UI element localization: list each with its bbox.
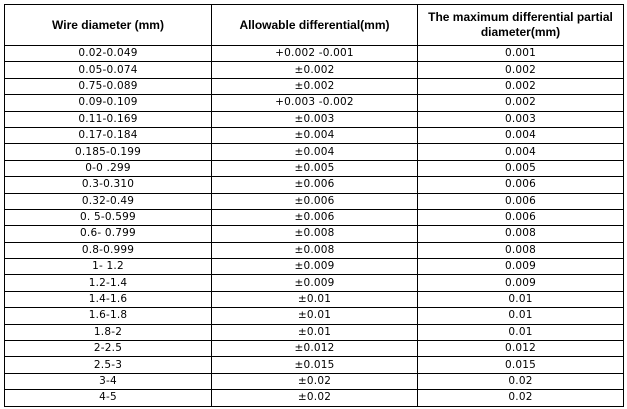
cell-allowable-differential: ±0.006	[212, 177, 418, 193]
cell-max-differential: 0.002	[418, 95, 624, 111]
cell-allowable-differential: ±0.008	[212, 242, 418, 258]
cell-max-differential: 0.004	[418, 127, 624, 143]
table-row	[5, 78, 624, 94]
cell-allowable-differential: +0.002 -0.001	[212, 46, 418, 62]
cell-max-differential: 0.005	[418, 160, 624, 176]
cell-wire-diameter: 1.6-1.8	[5, 308, 212, 324]
cell-allowable-differential: ±0.002	[212, 78, 418, 94]
header-wire-diameter: Wire diameter (mm)	[5, 5, 212, 46]
table-row	[5, 95, 624, 111]
cell-allowable-differential: ±0.006	[212, 209, 418, 225]
cell-allowable-differential: ±0.015	[212, 357, 418, 373]
table-row	[5, 177, 624, 193]
cell-wire-diameter: 4-5	[5, 390, 212, 406]
cell-allowable-differential: ±0.01	[212, 291, 418, 307]
cell-allowable-differential: ±0.002	[212, 62, 418, 78]
cell-allowable-differential: ±0.02	[212, 390, 418, 406]
cell-max-differential: 0.008	[418, 226, 624, 242]
cell-allowable-differential: ±0.01	[212, 308, 418, 324]
cell-max-differential: 0.004	[418, 144, 624, 160]
cell-wire-diameter: 2.5-3	[5, 357, 212, 373]
cell-wire-diameter: 0.11-0.169	[5, 111, 212, 127]
cell-allowable-differential: ±0.01	[212, 324, 418, 340]
header-max-differential-partial-diameter: The maximum differential partial diameter(mm)	[418, 5, 624, 46]
cell-max-differential: 0.002	[418, 62, 624, 78]
cell-allowable-differential: ±0.006	[212, 193, 418, 209]
cell-allowable-differential: ±0.009	[212, 259, 418, 275]
table-row	[5, 390, 624, 406]
cell-max-differential: 0.002	[418, 78, 624, 94]
cell-max-differential: 0.01	[418, 291, 624, 307]
table-row	[5, 160, 624, 176]
table-row	[5, 275, 624, 291]
table-row	[5, 373, 624, 389]
cell-wire-diameter: 0.3-0.310	[5, 177, 212, 193]
cell-max-differential: 0.006	[418, 177, 624, 193]
cell-max-differential: 0.008	[418, 242, 624, 258]
cell-wire-diameter: 0.09-0.109	[5, 95, 212, 111]
cell-wire-diameter: 0.75-0.089	[5, 78, 212, 94]
table-row	[5, 324, 624, 340]
table-row	[5, 62, 624, 78]
cell-allowable-differential: ±0.009	[212, 275, 418, 291]
header-row	[5, 5, 624, 46]
cell-max-differential: 0.006	[418, 193, 624, 209]
cell-wire-diameter: 1.2-1.4	[5, 275, 212, 291]
table-row	[5, 259, 624, 275]
table-row	[5, 193, 624, 209]
cell-wire-diameter: 1.8-2	[5, 324, 212, 340]
cell-allowable-differential: +0.003 -0.002	[212, 95, 418, 111]
cell-max-differential: 0.009	[418, 259, 624, 275]
cell-allowable-differential: ±0.004	[212, 127, 418, 143]
table-row	[5, 127, 624, 143]
table-row	[5, 357, 624, 373]
cell-max-differential: 0.001	[418, 46, 624, 62]
cell-max-differential: 0.003	[418, 111, 624, 127]
table-row	[5, 341, 624, 357]
table-body	[5, 46, 624, 407]
table-row	[5, 242, 624, 258]
cell-wire-diameter: 1.4-1.6	[5, 291, 212, 307]
cell-max-differential: 0.01	[418, 308, 624, 324]
table-row	[5, 308, 624, 324]
cell-allowable-differential: ±0.012	[212, 341, 418, 357]
table-row	[5, 46, 624, 62]
table-container	[4, 4, 624, 407]
table-row	[5, 291, 624, 307]
cell-allowable-differential: ±0.004	[212, 144, 418, 160]
cell-max-differential: 0.009	[418, 275, 624, 291]
cell-wire-diameter: 0.8-0.999	[5, 242, 212, 258]
cell-wire-diameter: 0.17-0.184	[5, 127, 212, 143]
cell-max-differential: 0.012	[418, 341, 624, 357]
cell-wire-diameter: 0-0 .299	[5, 160, 212, 176]
cell-allowable-differential: ±0.02	[212, 373, 418, 389]
cell-max-differential: 0.015	[418, 357, 624, 373]
cell-allowable-differential: ±0.005	[212, 160, 418, 176]
cell-max-differential: 0.02	[418, 390, 624, 406]
cell-wire-diameter: 0.32-0.49	[5, 193, 212, 209]
header-allowable-differential: Allowable differential(mm)	[212, 5, 418, 46]
cell-max-differential: 0.006	[418, 209, 624, 225]
cell-allowable-differential: ±0.008	[212, 226, 418, 242]
cell-wire-diameter: 0.05-0.074	[5, 62, 212, 78]
cell-wire-diameter: 1- 1.2	[5, 259, 212, 275]
cell-max-differential: 0.01	[418, 324, 624, 340]
cell-wire-diameter: 0. 5-0.599	[5, 209, 212, 225]
cell-wire-diameter: 0.6- 0.799	[5, 226, 212, 242]
cell-wire-diameter: 0.185-0.199	[5, 144, 212, 160]
wire-tolerance-table	[4, 4, 624, 407]
table-row	[5, 144, 624, 160]
cell-wire-diameter: 0.02-0.049	[5, 46, 212, 62]
cell-allowable-differential: ±0.003	[212, 111, 418, 127]
cell-max-differential: 0.02	[418, 373, 624, 389]
table-row	[5, 111, 624, 127]
table-row	[5, 226, 624, 242]
cell-wire-diameter: 3-4	[5, 373, 212, 389]
cell-wire-diameter: 2-2.5	[5, 341, 212, 357]
table-row	[5, 209, 624, 225]
